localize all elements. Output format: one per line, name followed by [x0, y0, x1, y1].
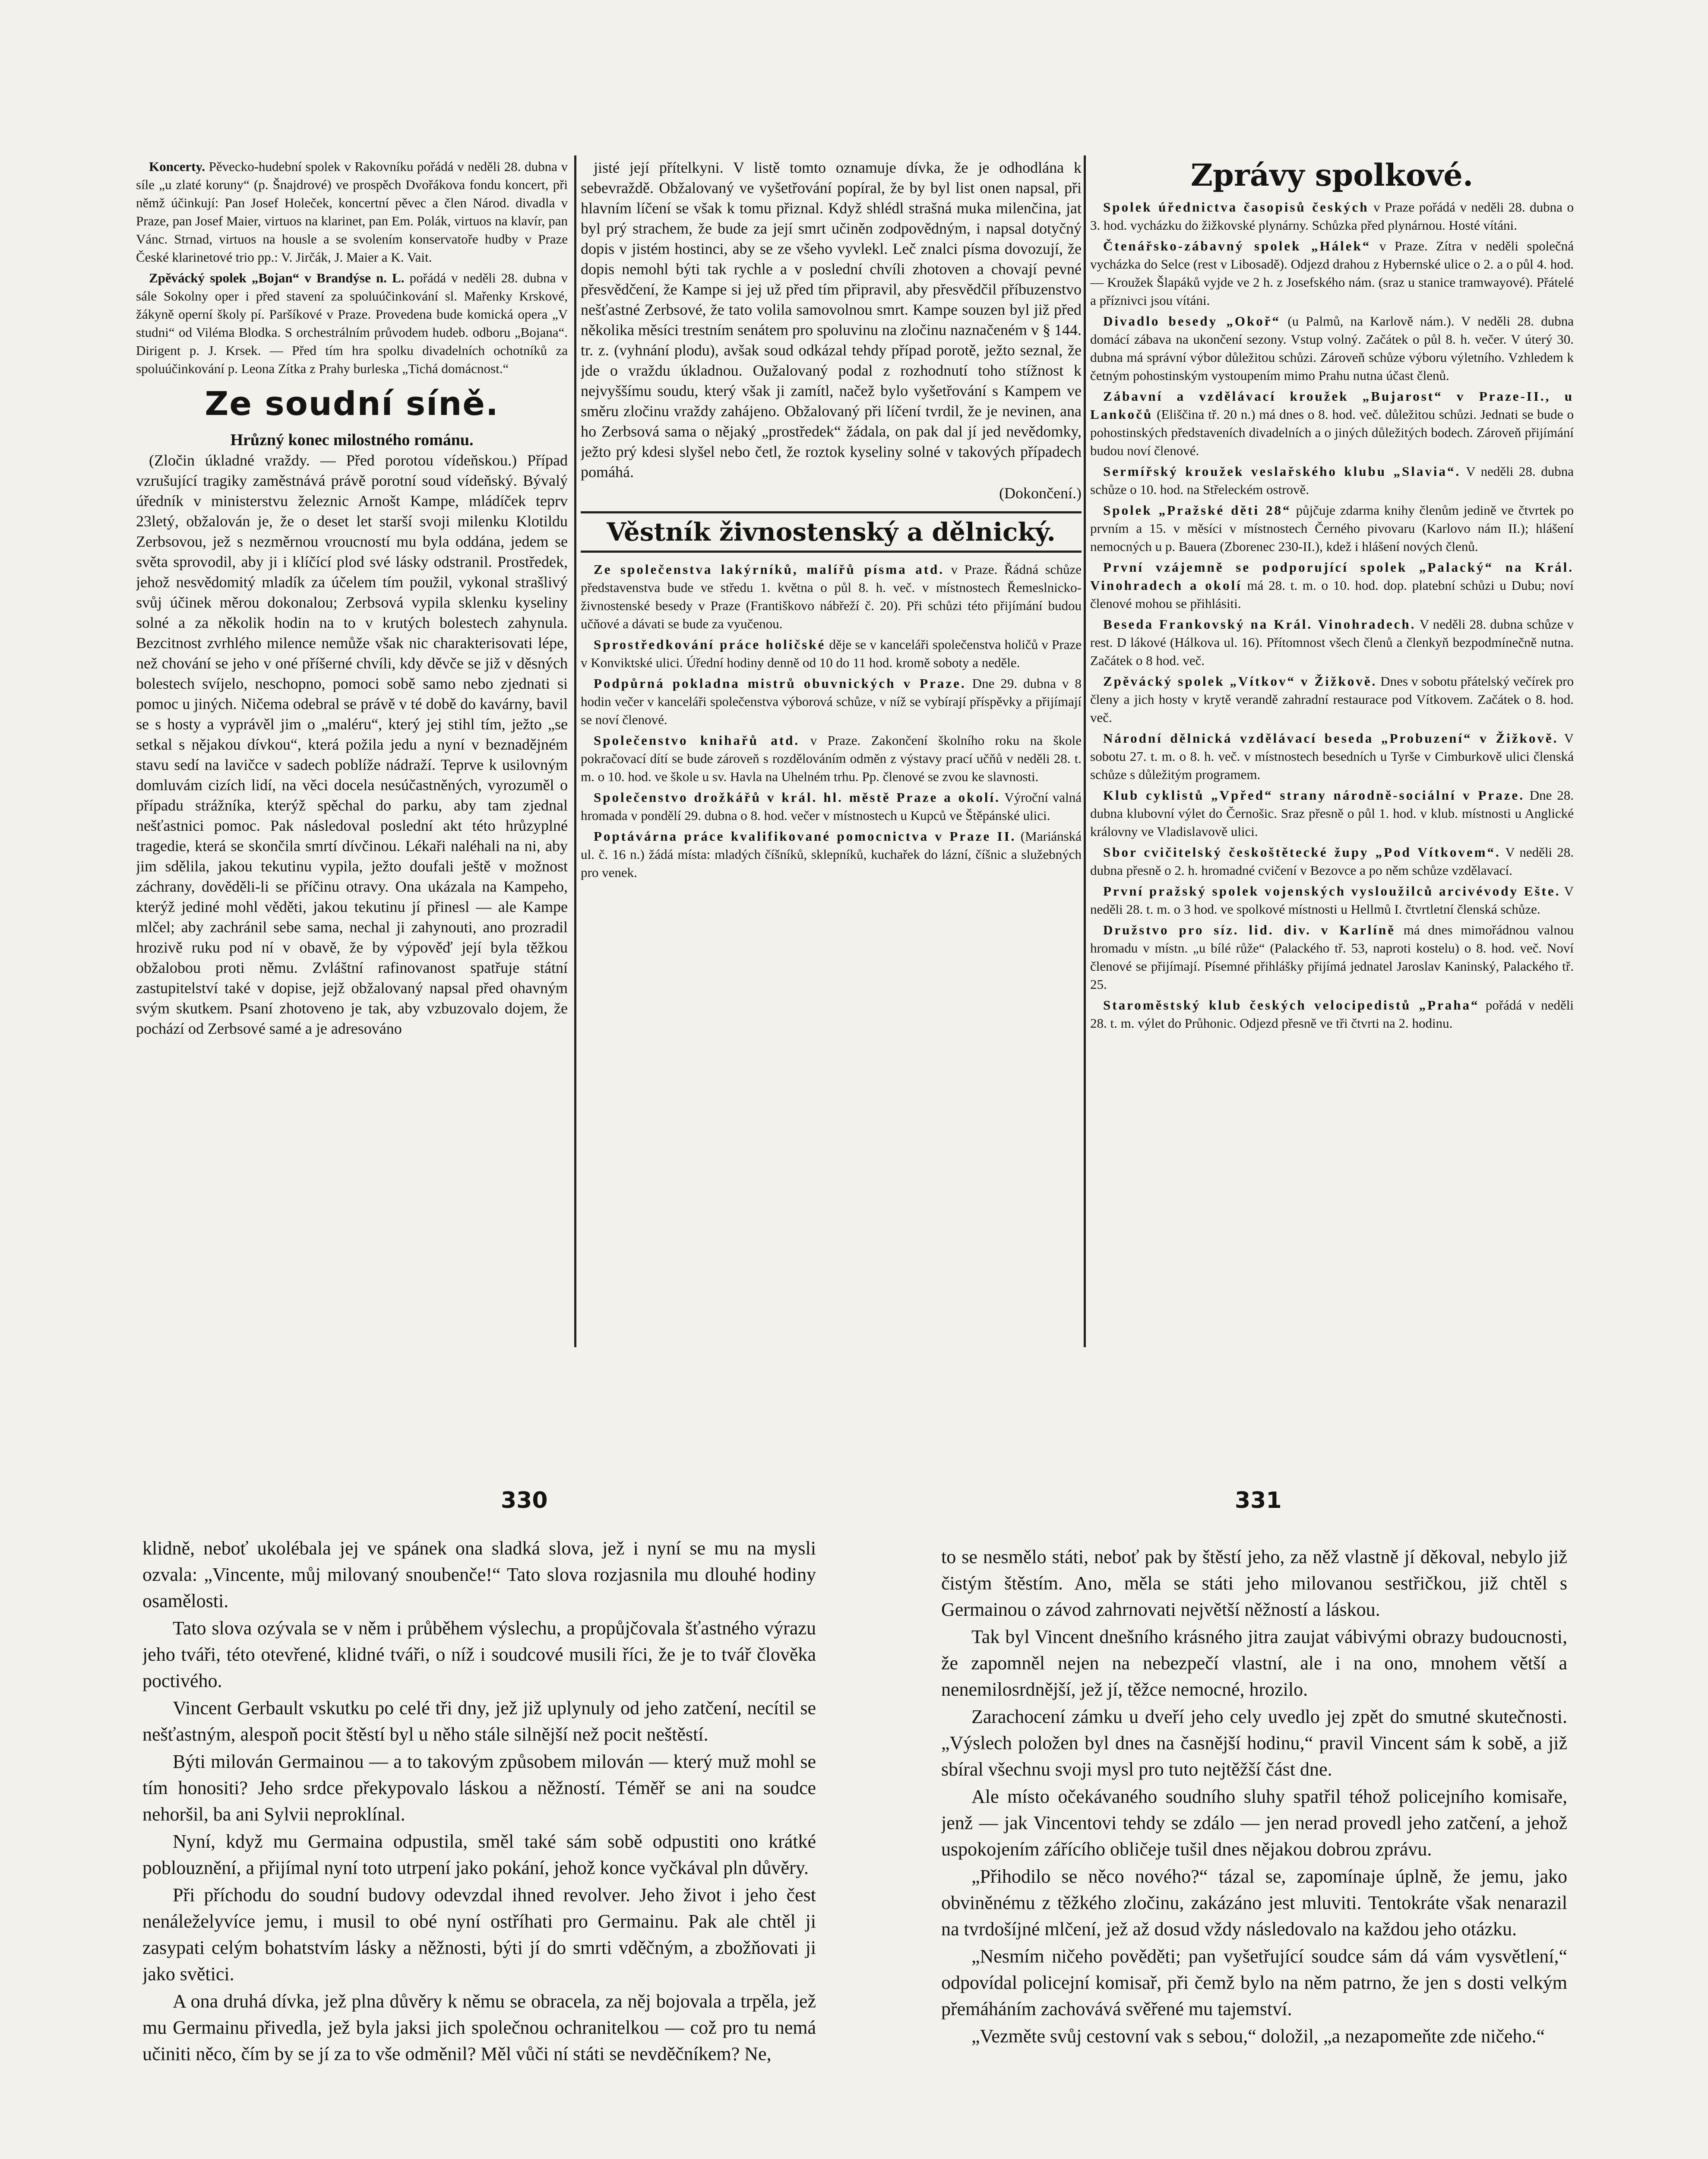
column-2	[581, 158, 1082, 1358]
column-divider	[574, 155, 576, 1347]
paragraph: Při příchodu do soudní budovy odevzdal ihned revolver. Jeho život i jeho čest nenáleželyvíce jemu, i musil to obé nyní ostříhati pro Germainu. Pak ale chtěl ji zasypati celým bohatstvím lásky a něžnosti, býti jí do smrti vděčným, a zbožňovati ji jako světici.	[142, 1884, 816, 1985]
page-number-left: 330	[501, 1488, 548, 1513]
court-article-continuation: jisté její přítelkyni. V listě tomto oznamuje dívka, že je odhodlána k sebevraždě. Obžalovaný ve vyšetřování popíral, že by byl list onen napsal, při hlavním líčení se však k tomu přiznal. Když shlédl strašná muka milenčina, jat byl prý strachem, že bude za její smrt učiněn zodpovědným, i napsal dotyčný dopis v jistém hostinci, aby se ze všeho vyvlekl. Leč znalci písma dovozují, že dopis nemohl býti tak rychle a v poslední chvíli zhotoven a chovají pevné přesvědčení, že Kampe si jej už před tím připravil, aby přesvědčil příbuzenstvo nešťastné Zerbsové, že tato volila samovolnou smrt. Kampe souzen byl již před několika měsíci trestním senátem pro spoluvinu na zločinu naznačeném v § 144. tr. z. (vyhnání plodu), avšak soud odkázal tehdy případ porotě, ježto seznal, že jde o vraždu úkladnou. Oužalovaný podal z rozhodnutí toho stížnost k nejvyššímu soudu, který však ji zamítl, načež bylo vyšetřování s Kampem ve směru zločinu vraždy zahájeno. Obžalovaný při líčení tvrdil, že je nevinen, ana ho Zerbsová sama o nějaký „prostředek“ žádala, on pak dal jí jed nevědomky, ježto prý kdesi slyšel nebo četl, že roztok kyseliny solné v takových případech pomáhá.	[581, 159, 1082, 481]
concert-notices	[136, 158, 568, 378]
paragraph: Vincent Gerbault vskutku po celé tři dny, jež již uplynuly od jeho zatčení, necítil se nešťastným, alespoň pocit štěstí byl u něho stále silnější než pocit neštěstí.	[142, 1697, 816, 1745]
list-item: Zábavní a vzdělávací kroužek „Bujarost“ v Praze-II., u Lankočů (Eliščina tř. 20 n.) má dnes o 8. hod. več. důležitou schůzi. Jednati se bude o pohostinských představeních divadelních a o jiných důležitých bodech. Zároveň přijímání budou noví členové.	[1090, 389, 1574, 458]
column-3	[1090, 158, 1574, 1358]
list-item: Beseda Frankovský na Král. Vinohradech. V neděli 28. dubna schůze v rest. D lákové (Hálkova ul. 16). Přítomnost všech členů a členkyň bezpodmínečně nutna. Začátek o 8 hod. več.	[1090, 617, 1574, 668]
court-article-continued-note: (Dokončení.)	[999, 484, 1082, 502]
page-number-right: 331	[1235, 1488, 1282, 1513]
list-item: Společenstvo drožkářů v král. hl. městě Praze a okolí. Výroční valná hromada v pondělí 29. dubna o 8. hod. večer v místnostech u Kupců ve Štěpánské ulici.	[581, 790, 1082, 823]
court-section-heading: Ze soudní síně.	[205, 384, 499, 423]
paragraph: Ale místo očekávaného soudního sluhy spatřil téhož policejního komisaře, jenž — jak Vincentovi tehdy se zdálo — jen nerad provedl jeho zatčení, a jehož uspokojením zářícího obličeje tušil dnes nějakou dobrou zprávu.	[941, 1786, 1567, 1860]
paragraph: A ona druhá dívka, jež plna důvěry k němu se obracela, za něj bojovala a trpěla, jež mu Germainu přivedla, jež byla jaksi jich společnou ochranitelkou — což pro tu nemá učiniti něco, čím by se jí za to vše odměnil? Měl vůči ní státi se nevděčníkem? Ne,	[142, 1991, 816, 2064]
list-item: Čtenářsko-zábavný spolek „Hálek“ v Praze. Zítra v neděli společná vycházka do Selce (rest v Libosadě). Odjezd drahou z Hybernské ulice o 2. a o půl 4. hod. — Kroužek Šlapáků vyjde ve 2 h. z Josefského nám. (sraz u stanice tramwayové). Přátelé a příznivci jsou vítáni.	[1090, 238, 1574, 308]
bojan-text: pořádá v neděli 28. dubna v sále Sokolny oper i před stavení za spoluúčinkování sl. Mařenky Krskové, žákyně operní školy pí. Paršíkové v Praze. Provedena bude komická opera „V studni“ od Viléma Blodka. S orchestrálním průvodem hudeb. odboru „Bojana“. Dirigent p. J. Krsek. — Před tím hra spolku divadelních ochotníků za spoluúčinkování p. Leona Zítka z Prahy burleska „Tichá domácnost.“	[136, 270, 568, 376]
list-item: Společenstvo knihařů atd. v Praze. Zakončení školního roku na škole pokračovací dítí se bude zároveň s rozdělováním odměn z výstavy prací učňů v neděli 28. t. m. o 10. hod. ve škole u sv. Havla na Uhelném trhu. Pp. členové se zvou ke slavnosti.	[581, 733, 1082, 784]
paragraph: „Přihodilo se něco nového?“ tázal se, zapomínaje úplně, že jemu, jako obviněnému z těžkého zločinu, zakázáno jest mluviti. Tentokráte však nenarazil na tvrdošíjné mlčení, jež až dosud vždy následovalo na každou jeho otázku.	[941, 1866, 1567, 1940]
list-item: Spolek úřednictva časopisů českých v Praze pořádá v neděli 28. dubna o 3. hod. vycházku do žižkovské plynárny. Schůzka před plynárnou. Hosté vítáni.	[1090, 199, 1574, 233]
paragraph: klidně, neboť ukolébala jej ve spánek ona sladká slova, jež i nyní se mu na mysli ozvala: „Vincente, můj milovaný snoubenče!“ Tato slova rozjasnila mu dlouhé hodiny osamělosti.	[142, 1538, 816, 1611]
column-1	[136, 158, 568, 1358]
court-article-body: (Zločin úkladné vraždy. — Před porotou vídeňskou.) Případ vzrušující tragiky zaměstnává právě porotní soud vídeňský. Bývalý úředník v ministerstvu železnic Arnošt Kampe, mládíček teprv 23letý, obžalován je, že o deset let starší svoji milenku Klotildu Zerbsovou, jež s nezměrnou vroucností mu byla oddána, jedem se světa sprovodil, aby ji i klíčící plod své lásky odstranil. Prostředek, jehož nesvědomitý mladík za účelem tím použil, vykonal strašlivý svůj účinek měrou dokonalou; Zerbsová vypila sklenku kyseliny solné a za několik hodin na to v krutých bolestech zahynula. Bezcitnost zvrhlého milence nemůže však nic charakterisovati lépe, než chování se jeho v oné příšerné chvíli, kdy děvče se již v děsných bolestech svíjelo, neschopno, pomoci sobě samo nebo zjednati si pomoc u jiných. Ničema odebral se právě v té době do kavárny, bavil se s hosty a vyprávěl jim o „maléru“, který jej stihl tím, ježto „se setkal s nějakou dívkou“, která požila jedu a nyní v beznadějném stavu sedí na lavičce v sadech poblíže nádraží. Teprve k usilovným domluvám cizích lidí, na věci docela nesúčastněných, vyrozuměl o případu strážníka, kterýž spěchal do parku, aby tam zjednal nešťastnici pomoc. Pak následoval poslední akt této hrůzyplné tragedie, která se skončila smrtí dívčinou. Lékaři naléhali na ni, aby jim sdělila, jakou tekutinu vypila, ježto doufali ještě v možnost záchrany, dověděli-li se příčinu otravy. Ona ukázala na Kampeho, kterýž jediné mohl věděti, jakou tekutinu jí přinesl — ale Kampe mlčel; aby zachránil sebe sama, nechal ji zahynouti, ano prozradil hrozivě ruku pod ní v obavě, že by výpověď její byla těžkou obžalobou proti němu. Zvláštní rafinovanost spatřuje státní zastupitelství také v dopise, jejž obžalovaný napsal před ohavným svým skutkem. Psaní zhotoveno je tak, aby vzbuzovalo dojem, že pochází od Zerbsové samé a je adresováno	[136, 452, 568, 1037]
bojan-lead: Zpěvácký spolek „Bojan“ v Brandýse n. L.	[149, 270, 405, 285]
list-item: Zpěvácký spolek „Vítkov“ v Žižkově. Dnes v sobotu přátelský večírek pro členy a jich hosty v krytě verandě zahradní restaurace pod Vítkovem. Začátek o 8. hod. več.	[1090, 674, 1574, 725]
paragraph: Býti milován Germainou — a to takovým způsobem milován — který muž mohl se tím honositi? Jeho srdce překypovalo láskou a něžností. Téměř se ani na soudce nehoršil, ba ani Sylvii neproklínal.	[142, 1751, 816, 1825]
list-item: Poptávárna práce kvalifikované pomocnictva v Praze II. (Mariánská ul. č. 16 n.) žádá místa: mladých číšníků, sklepníků, kuchařek do lázní, číšnic a služebných pro venek.	[581, 829, 1082, 880]
list-item: Staroměstský klub českých velocipedistů „Praha“ pořádá v neděli 28. t. m. výlet do Průhonic. Odjezd přesně ve tři čtvrti na 2. hodinu.	[1090, 997, 1574, 1031]
list-item: Klub cyklistů „Vpřed“ strany národně-sociální v Praze. Dne 28. dubna klubovní výlet do Černošic. Sraz přesně o půl 1. hod. v klub. místnosti u Anglické královny ve Vladislavově ulici.	[1090, 788, 1574, 839]
paragraph: to se nesmělo státi, neboť pak by štěstí jeho, za něž vlastně jí děkoval, nebylo již čistým štěstím. Ano, měla se státi jeho milovanou sestřičkou, již chtěl s Germainou o závod zahrnovati největší něžností a láskou.	[941, 1546, 1567, 1620]
paragraph: „Vezměte svůj cestovní vak s sebou,“ doložil, „a nezapomeňte zde ničeho.“	[971, 2026, 1545, 2047]
paragraph: Zarachocení zámku u dveří jeho cely uvedlo jej zpět do smutné skutečnosti. „Výslech položen byl dnes na časnější hodinu,“ pravil Vincent sám k sobě, a již sbíral všechnu svoji mysl pro tuto nejtěžší část dne.	[941, 1706, 1567, 1780]
list-item: Národní dělnická vzdělávací beseda „Probuzení“ v Žižkově. V sobotu 27. t. m. o 8. h. več. v místnostech besedních u Tyrše v Cimburkově ulici členská schůze s důležitým programem.	[1090, 731, 1574, 782]
club-news-heading: Zprávy spolkové.	[1190, 158, 1474, 193]
list-item: Sbor cvičitelský českoštětecké župy „Pod Vítkovem“. V neděli 28. dubna přesně o 2. h. hromadné cvičení v Bezovce a po něm schůze vzdělavací.	[1090, 845, 1574, 878]
paragraph: Tak byl Vincent dnešního krásného jitra zaujat vábivými obrazy budoucnosti, že zapomněl nejen na nebezpečí vlastní, ale i na ono, mnohem větší a nenemilosrdnější, jež jí, těžce nemocné, hrozilo.	[941, 1626, 1567, 1700]
paragraph: „Nesmím ničeho pověděti; pan vyšetřující soudce sám dá vám vysvětlení,“ odpovídal policejní komisař, při čemž bylo na něm patrno, že jen s dosti velkým přemáháním zachovává svěřené mu tajemství.	[941, 1946, 1567, 2020]
trade-bulletin-items	[581, 560, 1082, 882]
column-divider	[1084, 155, 1086, 1347]
list-item: První vzájemně se podporující spolek „Palacký“ na Král. Vinohradech a okolí má 28. t. m. o 10. hod. dop. platební schůzi u Dubu; noví členové mohou se přihlásiti.	[1090, 560, 1574, 611]
concerts-lead: Koncerty.	[149, 159, 205, 174]
list-item: První pražský spolek vojenských vysloužilců arcivévody Ešte. V neděli 28. t. m. o 3 hod. ve spolkové místnosti u Hellmů I. čtvrtletní členská schůze.	[1090, 883, 1574, 917]
list-item: Divadlo besedy „Okoř“ (u Palmů, na Karlově nám.). V neděli 28. dubna domácí zábava na ukončení sezony. Vstup volný. Začátek o půl 8. h. večer. V úterý 30. dubna má správní výbor důležitou schůzi. Zároveň schůze výboru výletního. Vzhledem k četným pohostinským vystoupením mimo Prahu nutna účast členů.	[1090, 313, 1574, 383]
list-item: Sprostředkování práce holičské děje se v kanceláři společenstva holičů v Praze v Konviktské ulici. Úřední hodiny denně od 10 do 11 hod. kromě soboty a neděle.	[581, 637, 1082, 670]
concerts-text: Pěvecko-hudební spolek v Rakovníku pořádá v neděli 28. dubna v síle „u zlaté koruny“ (p. Šnajdrové) ve prospěch Dvořákova fondu koncert, při němž účinkují: Pan Josef Holeček, koncertní pěvec a člen Národ. divadla v Praze, pan Josef Maier, virtuos na klarinet, pan Em. Polák, virtuos na klavír, pan Vánc. Strnad, virtuos na housle a se svolením konservatoře hudby v Praze České klarinetové trio pp.: V. Jirčák, J. Maier a K. Vait.	[136, 159, 568, 265]
list-item: Podpůrná pokladna mistrů obuvnických v Praze. Dne 29. dubna v 8 hodin večer v kanceláři společenstva výborová schůze, v níž se vybírají příspěvky a přijímají se noví členové.	[581, 676, 1082, 727]
trade-bulletin-heading: Věstník živnostenský a dělnický.	[581, 511, 1082, 553]
list-item: Ze společenstva lakýrníků, malířů písma atd. v Praze. Řádná schůze představenstva bude ve středu 1. května o půl 8. h. več. v místnostech Řemeslnicko-živnostenské besedy v Praze (Františkovo nábřeží č. 20). Při schůzi této přijímání budou učňové a dávati se bude za vyučenou.	[581, 562, 1082, 631]
paragraph: Tato slova ozývala se v něm i průběhem výslechu, a propůjčovala šťastného výrazu jeho tváři, této otevřené, klidné tváři, o níž i soudcové musili říci, že je to tvář člověka poctivého.	[142, 1618, 816, 1691]
list-item: Družstvo pro síz. lid. div. v Karlíně má dnes mimořádnou valnou hromadu v místn. „u bílé růže“ (Palackého tř. 53, naproti kostelu) o 8. hod. več. Noví členové se přijímají. Písemné přihlášky přijímá jednatel Jaroslav Kaninský, Palackého tř. 25.	[1090, 922, 1574, 992]
list-item: Spolek „Pražské děti 28“ půjčuje zdarma knihy členům jedině ve čtvrtek po prvním a 15. v měsíci v místnostech Černého pivovaru (Karlovo nám II.); hlášení nemocných u p. Bauera (Zborenec 230-II.), kdež i hlášení nových členů.	[1090, 503, 1574, 554]
club-news-items	[1090, 198, 1574, 1032]
paragraph: Nyní, když mu Germaina odpustila, směl také sám sobě odpustiti ono krátké poblouznění, a přijímal nyní toto utrpení jako pokání, jehož konce vyčkával pln důvěry.	[142, 1831, 816, 1878]
list-item: Sermířský kroužek veslařského klubu „Slavia“. V neděli 28. dubna schůze o 10. hod. na Střeleckém ostrově.	[1090, 464, 1574, 497]
novel-page-right	[941, 1544, 1567, 2159]
novel-page-left	[142, 1535, 816, 2159]
court-article-title: Hrůzný konec milostného románu.	[230, 431, 474, 449]
